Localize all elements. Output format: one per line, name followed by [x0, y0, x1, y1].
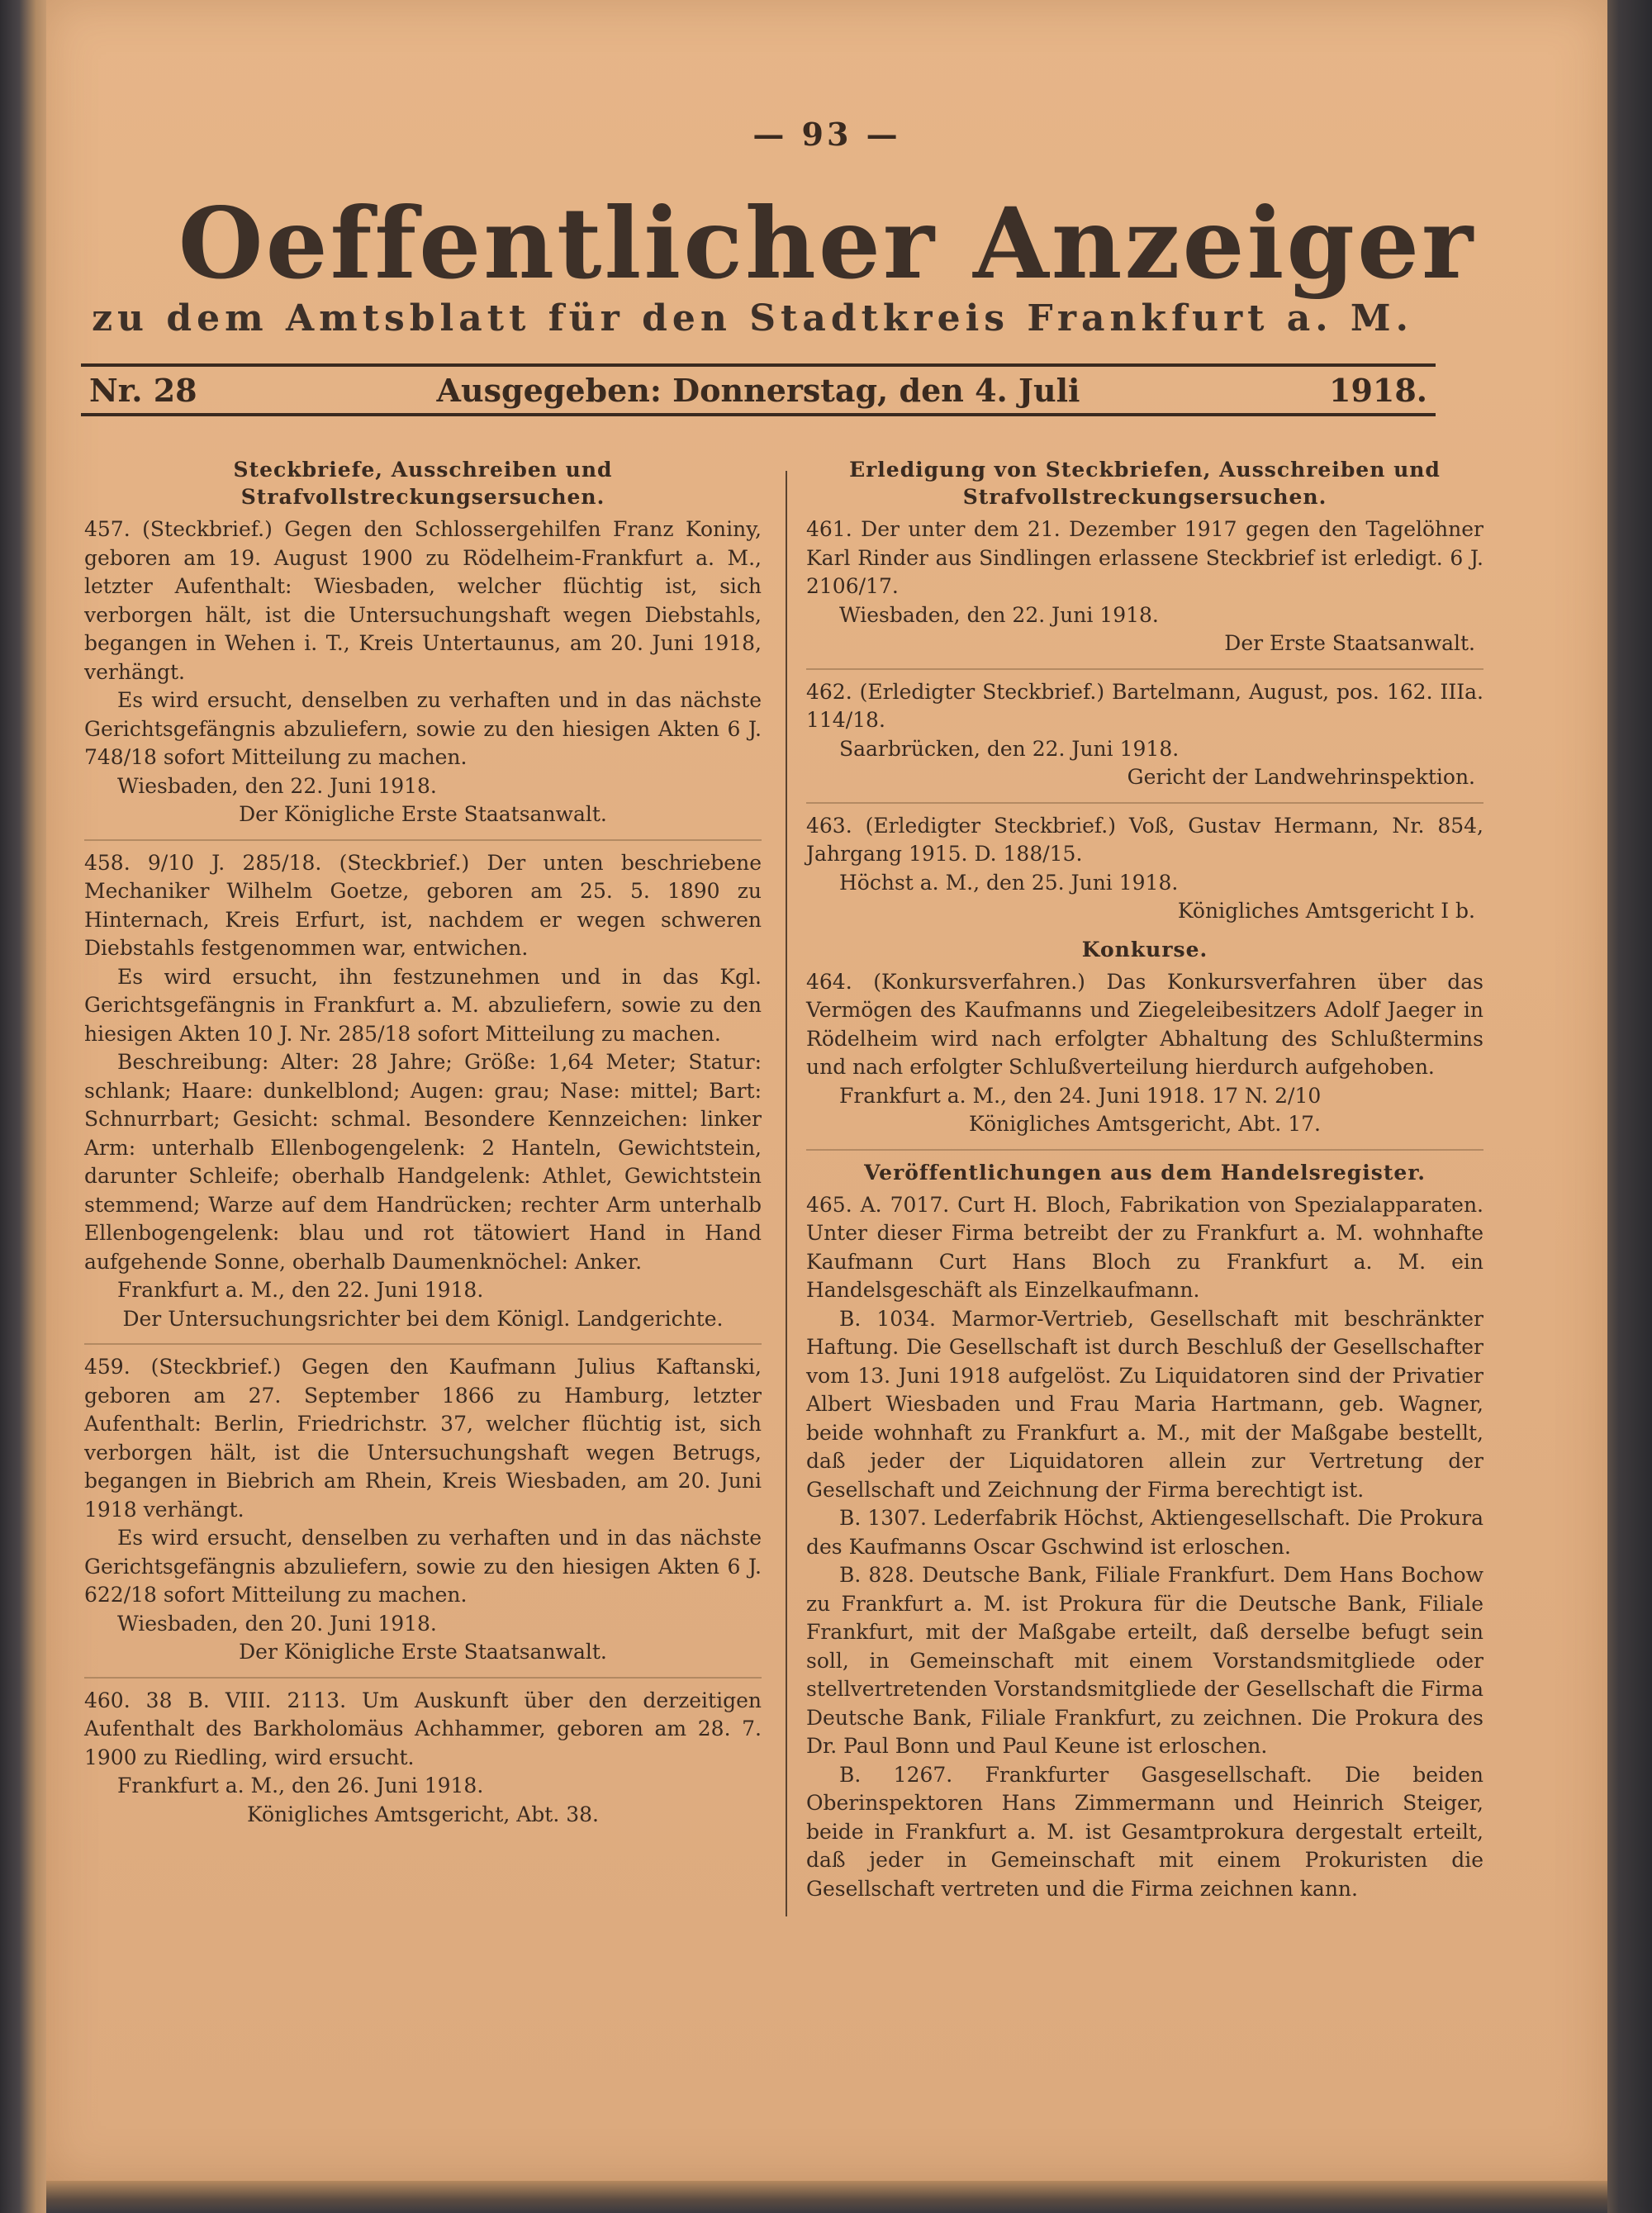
notice-place-date: Wiesbaden, den 22. Juni 1918. [839, 602, 1159, 627]
notice-461 [806, 515, 1483, 658]
notice-body: 457. (Steckbrief.) Gegen den Schlossergehilfen Franz Koniny, geboren am 19. August 1900 zu Rödelheim-Frankfurt a. M., letzter Aufenthalt: Wiesbaden, welcher flüchtig ist, sich verborgen hält, ist die Untersuchungshaft wegen Diebstahls, begangen in Wehen i. T., Kreis Untertaunus, am 20. Juni 1918, verhängt. [84, 517, 762, 684]
notice-body: 464. (Konkursverfahren.) Das Konkursverfahren über das Vermögen des Kaufmanns und Ziegeleibesitzers Adolf Jaeger in Rödelheim wird nach erfolgter Abhaltung des Schlußtermins und nach erfolgter Schlußverteilung hierdurch aufgehoben. [806, 969, 1483, 1079]
divider [806, 1149, 1483, 1151]
page-bottom-edge [46, 2181, 1607, 2213]
issue-number: Nr. 28 [89, 372, 197, 409]
book-spine-left [0, 0, 48, 2213]
notice-body: Es wird ersucht, denselben zu verhaften und in das nächste Gerichtsgefängnis abzuliefern, sowie zu den hiesigen Akten 6 J. 748/18 sofort Mitteilung zu machen. [84, 688, 762, 769]
notice-body: 459. (Steckbrief.) Gegen den Kaufmann Julius Kaftanski, geboren am 27. September 1866 zu Hamburg, letzter Aufenthalt: Berlin, Friedrichstr. 37, welcher flüchtig ist, sich verborgen hält, ist die Untersuchungshaft wegen Betrugs, begangen in Biebrich am Rhein, Kreis Wiesbaden, am 20. Juni 1918 verhängt. [84, 1355, 762, 1522]
page-number: — 93 — [752, 116, 901, 153]
notice-body: 460. 38 B. VIII. 2113. Um Auskunft über den derzeitigen Aufenthalt des Barkholomäus Achhammer, geboren am 28. 7. 1900 zu Riedling, wird ersucht. [84, 1688, 762, 1769]
issue-year: 1918. [1329, 372, 1427, 409]
register-entry: B. 1034. Marmor-Vertrieb, Gesellschaft mit beschränkter Haftung. Die Gesellschaft ist durch Beschluß der Gesellschafter vom 13. Juni 1918 aufgelöst. Zu Liquidatoren sind der Privatier Albert Wiesbaden und Frau Maria Hartmann, geb. Wagner, beide wohnhaft zu Frankfurt a. M., mit der Maßgabe bestellt, daß jeder der Liquidatoren allein zur Vertretung der Gesellschaft und Zeichnung der Firma berechtigt ist. [806, 1306, 1483, 1502]
divider [84, 1343, 762, 1345]
notice-signature: Königliches Amtsgericht, Abt. 17. [968, 1112, 1321, 1136]
notice-body: 463. (Erledigter Steckbrief.) Voß, Gustav Hermann, Nr. 854, Jahrgang 1915. D. 188/15. [806, 813, 1483, 866]
section-title-handelsregister: Veröffentlichungen aus dem Handelsregister. [864, 1160, 1426, 1185]
newspaper-page [46, 0, 1607, 2181]
masthead-title: Oeffentlicher Anzeiger [178, 186, 1476, 301]
notice-signature: Der Königliche Erste Staatsanwalt. [239, 1640, 607, 1664]
notice-place-date: Wiesbaden, den 20. Juni 1918. [117, 1611, 437, 1636]
left-column [84, 453, 762, 1839]
column-divider [786, 471, 787, 1916]
register-entry: 465. A. 7017. Curt H. Bloch, Fabrikation von Spezialapparaten. Unter dieser Firma betreibt der zu Frankfurt a. M. wohnhafte Kaufmann Curt Hans Bloch zu Frankfurt a. M. ein Handelsgeschäft als Einzelkaufmann. [806, 1192, 1483, 1302]
notice-signature: Der Erste Staatsanwalt. [1224, 631, 1475, 655]
notice-463 [806, 812, 1483, 926]
notice-place-date: Wiesbaden, den 22. Juni 1918. [117, 773, 437, 798]
notice-signature: Königliches Amtsgericht, Abt. 38. [246, 1802, 599, 1826]
register-entry: B. 828. Deutsche Bank, Filiale Frankfurt. Dem Hans Bochow zu Frankfurt a. M. ist Prokura für die Deutsche Bank, Filiale Frankfurt, mit der Maßgabe erteilt, daß derselbe befugt sein soll, in Gemeinschaft mit einem Vorstandsmitgliede oder stellvertretenden Vorstandsmitgliede der Gesellschaft die Firma Deutsche Bank, Filiale Frankfurt, zu zeichnen. Die Prokura des Dr. Paul Bonn und Paul Keune ist erloschen. [806, 1563, 1483, 1758]
header-rule-bottom [81, 413, 1436, 416]
notice-place-date: Frankfurt a. M., den 22. Juni 1918. [117, 1278, 484, 1302]
issue-date: Ausgegeben: Donnerstag, den 4. Juli [436, 372, 1080, 409]
notice-signature: Der Königliche Erste Staatsanwalt. [239, 802, 607, 826]
register-entry: B. 1267. Frankfurter Gasgesellschaft. Die beiden Oberinspektoren Hans Zimmermann und Heinrich Steiger, beide in Frankfurt a. M. ist Gesamtprokura dergestalt erteilt, daß jeder in Gemeinschaft mit einem Prokuristen die Gesellschaft vertreten und die Firma zeichnen kann. [806, 1762, 1483, 1901]
header-rule-top [81, 363, 1436, 367]
masthead-subtitle: zu dem Amtsblatt für den Stadtkreis Frankfurt a. M. [92, 297, 1413, 340]
section-title-erledigung: Erledigung von Steckbriefen, Ausschreiben und Strafvollstreckungsersuchen. [849, 458, 1441, 509]
notice-body: 461. Der unter dem 21. Dezember 1917 gegen den Tagelöhner Karl Rinder aus Sindlingen erlassene Steckbrief ist erledigt. 6 J. 2106/17. [806, 517, 1483, 598]
notice-458 [84, 849, 762, 1334]
issue-line [81, 372, 1436, 413]
notice-place-date: Frankfurt a. M., den 24. Juni 1918. 17 N. 2/10 [839, 1083, 1322, 1108]
notice-place-date: Frankfurt a. M., den 26. Juni 1918. [117, 1774, 484, 1797]
notice-body: Es wird ersucht, ihn festzunehmen und in das Kgl. Gerichtsgefängnis in Frankfurt a. M. abzuliefern, sowie zu den hiesigen Akten 10 J. Nr. 285/18 sofort Mitteilung zu machen. [84, 964, 762, 1046]
divider [84, 1677, 762, 1679]
register-entries [806, 1191, 1483, 1904]
notice-place-date: Saarbrücken, den 22. Juni 1918. [839, 736, 1180, 761]
section-title-konkurse: Konkurse. [1081, 937, 1208, 962]
notice-signature: Königliches Amtsgericht I b. [1177, 899, 1475, 923]
notice-signature: Gericht der Landwehrinspektion. [1127, 765, 1475, 789]
section-title-steckbriefe: Steckbriefe, Ausschreiben und Strafvollstreckungsersuchen. [233, 458, 613, 509]
notice-459 [84, 1353, 762, 1667]
notice-462 [806, 678, 1483, 792]
notice-body: 462. (Erledigter Steckbrief.) Bartelmann, August, pos. 162. IIIa. 114/18. [806, 679, 1483, 732]
book-binding-right [1601, 0, 1652, 2213]
notice-464 [806, 968, 1483, 1139]
divider [806, 668, 1483, 670]
notice-signature: Der Untersuchungsrichter bei dem Königl. Landgerichte. [122, 1306, 724, 1331]
divider [806, 802, 1483, 804]
notice-body: Es wird ersucht, denselben zu verhaften und in das nächste Gerichtsgefängnis abzuliefern, sowie zu den hiesigen Akten 6 J. 622/18 sofort Mitteilung zu machen. [84, 1526, 762, 1607]
divider [84, 839, 762, 841]
right-column [806, 453, 1483, 1913]
notice-457 [84, 515, 762, 829]
notice-460 [84, 1687, 762, 1830]
register-entry: B. 1307. Lederfabrik Höchst, Aktiengesellschaft. Die Prokura des Kaufmanns Oscar Gschwind ist erloschen. [806, 1506, 1483, 1559]
notice-description: Beschreibung: Alter: 28 Jahre; Größe: 1,64 Meter; Statur: schlank; Haare: dunkelblond; Augen: grau; Nase: mittel; Bart: Schnurrbart; Gesicht: schmal. Besondere Kennzeichen: linker Arm: unterhalb Ellenbogengelenk: 2 Hanteln, Gewichtstein, darunter Schleife; oberhalb Handgelenk: Athlet, Gewichtstein stemmend; Warze auf dem Handrücken; rechter Arm unterhalb Ellenbogengelenk: blau und rot tätowiert Hand in Hand aufgehende Sonne, oberhalb Daumenknöchel: Anker. [84, 1050, 762, 1274]
notice-body: 458. 9/10 J. 285/18. (Steckbrief.) Der unten beschriebene Mechaniker Wilhelm Goetze, geboren am 25. 5. 1890 zu Hinternach, Kreis Erfurt, ist, nachdem er wegen schweren Diebstahls festgenommen war, entwichen. [84, 850, 762, 960]
notice-place-date: Höchst a. M., den 25. Juni 1918. [839, 870, 1179, 895]
